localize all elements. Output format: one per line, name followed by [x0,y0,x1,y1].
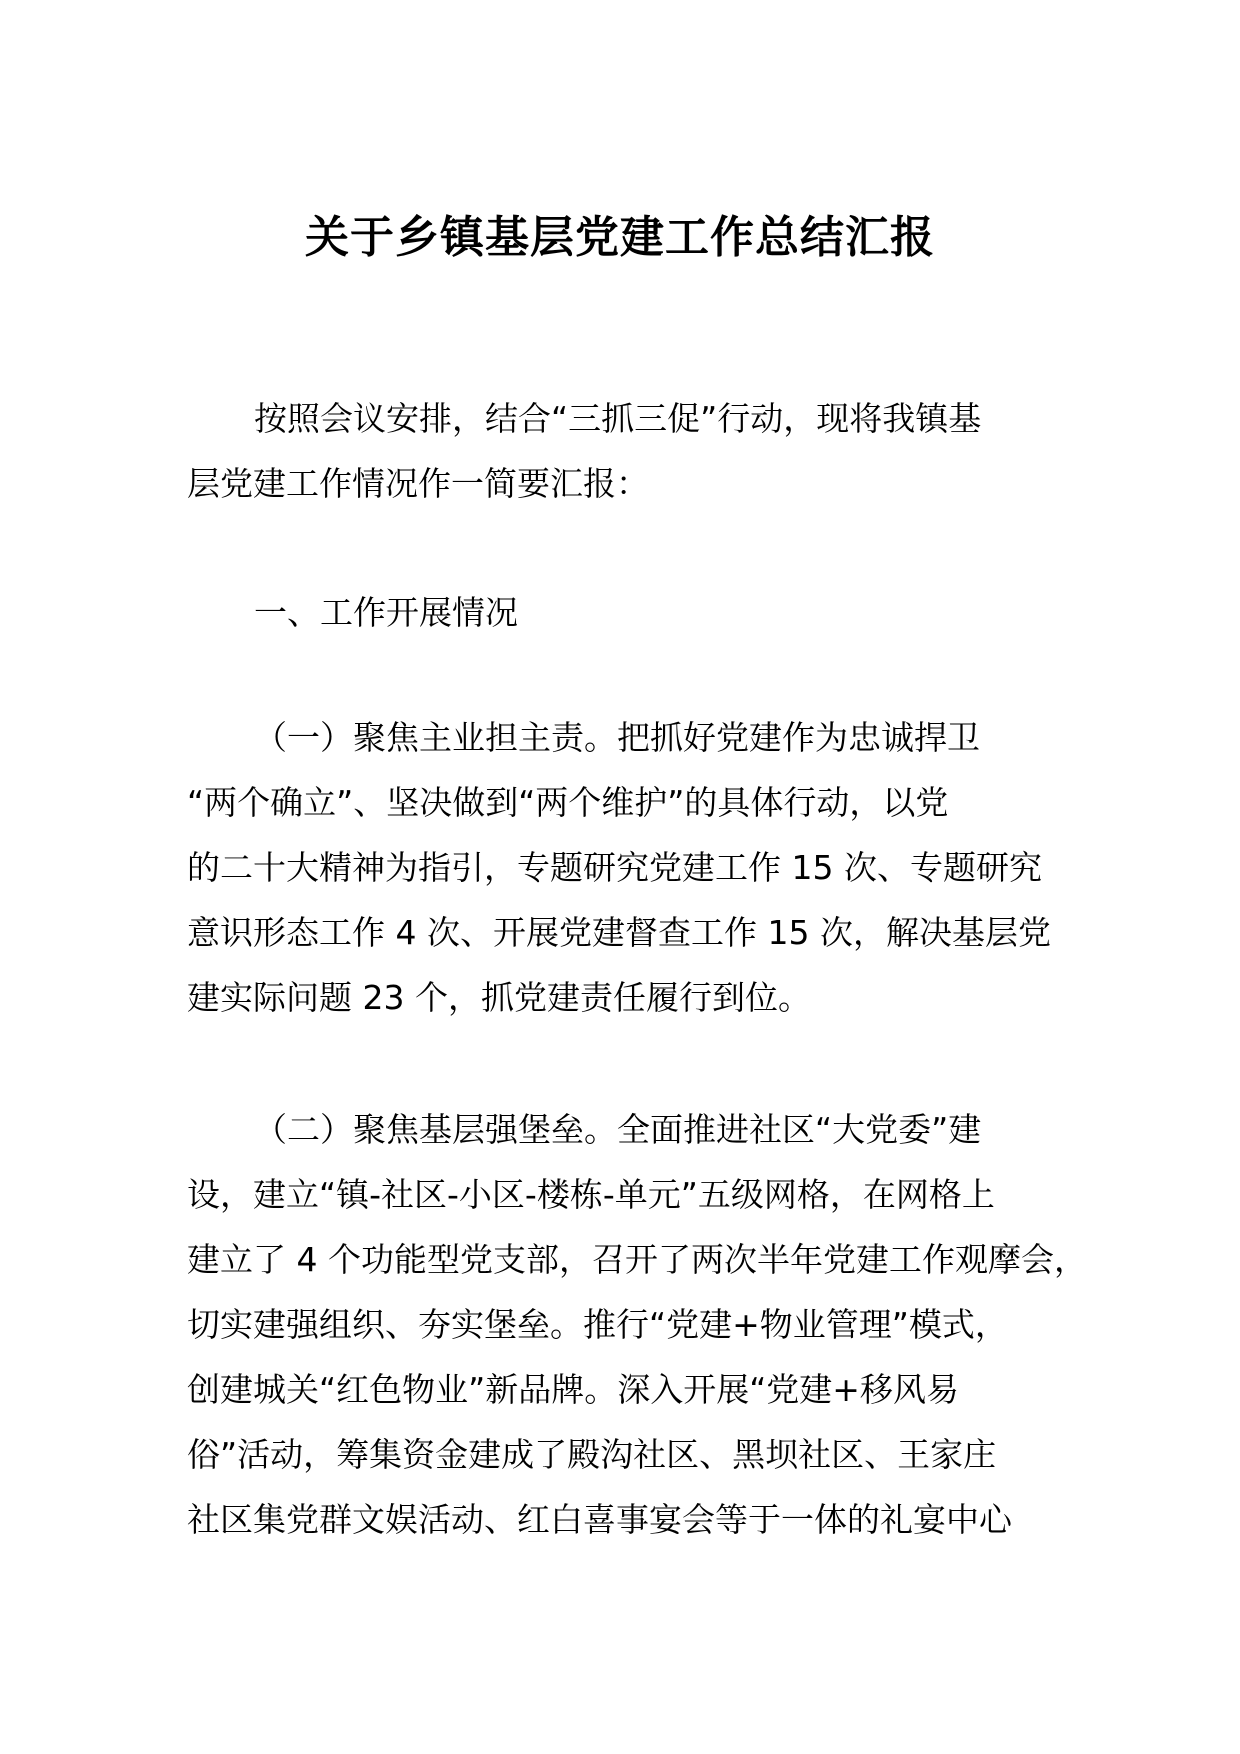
paragraph-line: “两个确立”、坚决做到“两个维护”的具体行动，以党 [187,783,949,822]
paragraph-line: 设，建立“镇-社区-小区-楼栋-单元”五级网格，在网格上 [187,1175,995,1214]
paragraph-two [187,1097,1087,1552]
intro-line: 层党建工作情况作一简要汇报： [187,464,649,503]
paragraph-line: 意识形态工作 4 次、开展党建督查工作 15 次，解决基层党 [187,913,1051,952]
section-heading [187,580,1062,645]
document-title: 关于乡镇基层党建工作总结汇报 [305,212,935,263]
paragraph-line: （一）聚焦主业担主责。把抓好党建作为忠诚捍卫 [254,718,980,757]
paragraph-line: 建实际问题 23 个，抓党建责任履行到位。 [187,978,811,1017]
paragraph-line: 建立了 4 个功能型党支部，召开了两次半年党建工作观摩会， [187,1240,1087,1279]
paragraph-line: 切实建强组织、夯实堡垒。推行“党建+物业管理”模式， [187,1305,1008,1344]
intro-line: 按照会议安排，结合“三抓三促”行动，现将我镇基 [254,399,982,438]
paragraph-line: 社区集党群文娱活动、红白喜事宴会等于一体的礼宴中心 [187,1500,1012,1539]
paragraph-line: 的二十大精神为指引，专题研究党建工作 15 次、专题研究 [187,848,1042,887]
intro-paragraph [187,386,1062,516]
section-heading-text: 一、工作开展情况 [254,593,518,632]
paragraph-line: 创建城关“红色物业”新品牌。深入开展“党建+移风易 [187,1370,959,1409]
paragraph-line: （二）聚焦基层强堡垒。全面推进社区“大党委”建 [254,1110,982,1149]
paragraph-one [187,705,1062,1030]
paragraph-line: 俗”活动，筹集资金建成了殿沟社区、黑坝社区、王家庄 [187,1435,997,1474]
